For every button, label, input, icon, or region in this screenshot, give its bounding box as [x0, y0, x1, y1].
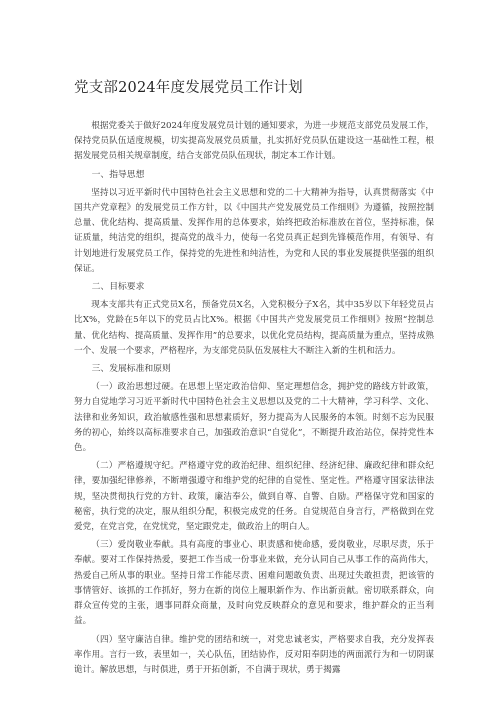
section-heading: 一、指导思想	[91, 169, 145, 180]
section-goals	[74, 280, 434, 359]
document-title: 党支部2024年度发展党员工作计划	[74, 80, 303, 96]
section-paragraph: （一）政治思想过硬。在思想上坚定政治信仰、坚定理想信念，拥护党的路线方针政策，努力自觉地学习习近平新时代中国特色社会主义思想以及党的二十大精神，学习科学、文化、法律和业务知识，政治敏感性强和思想素质好，努力提高为人民服务的本领。时刻不忘为民服务的初心，始终以高标准要求自己，加强政治意识“自觉化”，不断提升政治站位，保持党性本色。	[74, 382, 434, 454]
section-standards	[74, 362, 434, 678]
section-heading: 二、目标要求	[91, 282, 145, 293]
section-heading: 三、发展标准和原则	[91, 364, 171, 375]
section-paragraph: （四）坚守廉洁自律。维护党的团结和统一，对党忠诚老实，严格要求自我，充分发挥表率作用。言行一致，表里如一，关心队伍，团结协作，反对阳奉阴违的两面派行为和一切阴谋诡计。解放思想，与时俱进，勇于开拓创新，不自满于现状，勇于揭露	[74, 634, 434, 675]
section-paragraph: 现本支部共有正式党员X名，预备党员X名，入党积极分子X名，其中35岁以下年轻党员占比X%，党龄在5年以下的党员占比X%。根据《中国共产党发展党员工作细则》按照“控制总量、优化结构、提高质量、发挥作用”的总要求，以优化党员结构，提高质量为重点，坚持成熟一个、发展一个要求，严格程序，为支部党员队伍发展柱大不断注入新的生机和活力。	[74, 300, 434, 356]
section-paragraph: （三）爱岗敬业奉献。具有高度的事业心、职责感和使命感，爱岗敬业，尽职尽责，乐于奉献。要对工作保持热爱，要把工作当成一份事业来做，充分认同自己从事工作的高尚伟大，热爱自己所从事的职业。坚持日常工作能尽责、困难问题敢负责、出现过失敢担责，把该管的事情管好、该抓的工作抓好，努力在新的岗位上履职新作为、作出新贡献。密切联系群众，向群众宣传党的主张，遇事同群众商量，及时向党反映群众的意见和要求，维护群众的正当利益。	[74, 540, 434, 627]
section-guiding-ideology	[74, 168, 434, 277]
section-paragraph: （二）严格遵规守纪。严格遵守党的政治纪律、组织纪律、经济纪律、廉政纪律和群众纪律，要加强纪律修养，不断增强遵守和维护党的纪律的自觉性、坚定性。严格遵守国家法律法规，坚决贯彻执行党的方针、政策，廉洁奉公，做到自尊、自警、自励。严格保守党和国家的秘密，执行党的决定，服从组织分配，积极完成党的任务。自觉规范自身言行，严格做到在党爱党，在党言党，在党忧党，坚定跟党走，做政治上的明白人。	[74, 461, 434, 533]
section-paragraph: 坚持以习近平新时代中国特色社会主义思想和党的二十大精神为指导，认真贯彻落实《中国共产党章程》的发展党员工作方针，以《中国共产党发展党员工作细则》为遵循，按照控制总量、优化结构、提高质量、发挥作用的总体要求，始终把政治标准放在首位，坚持标准，保证质量，纯洁党的组织，提高党的战斗力，使每一名党员真正起到先锋模范作用，有领导、有计划地进行发展党员工作，保持党的先进性和纯洁性，为党和人民的事业发展提供坚强的组织保证。	[74, 187, 434, 274]
intro-paragraph: 根据党委关于做好2024年度发展党员计划的通知要求，为进一步规范支部党员发展工作，保持党员队伍适度规模，切实提高发展党员质量，扎实抓好党员队伍建设这一基础性工程，根据发展党员相关规章制度，结合支部党员队伍现状，制定本工作计划。	[74, 121, 434, 162]
